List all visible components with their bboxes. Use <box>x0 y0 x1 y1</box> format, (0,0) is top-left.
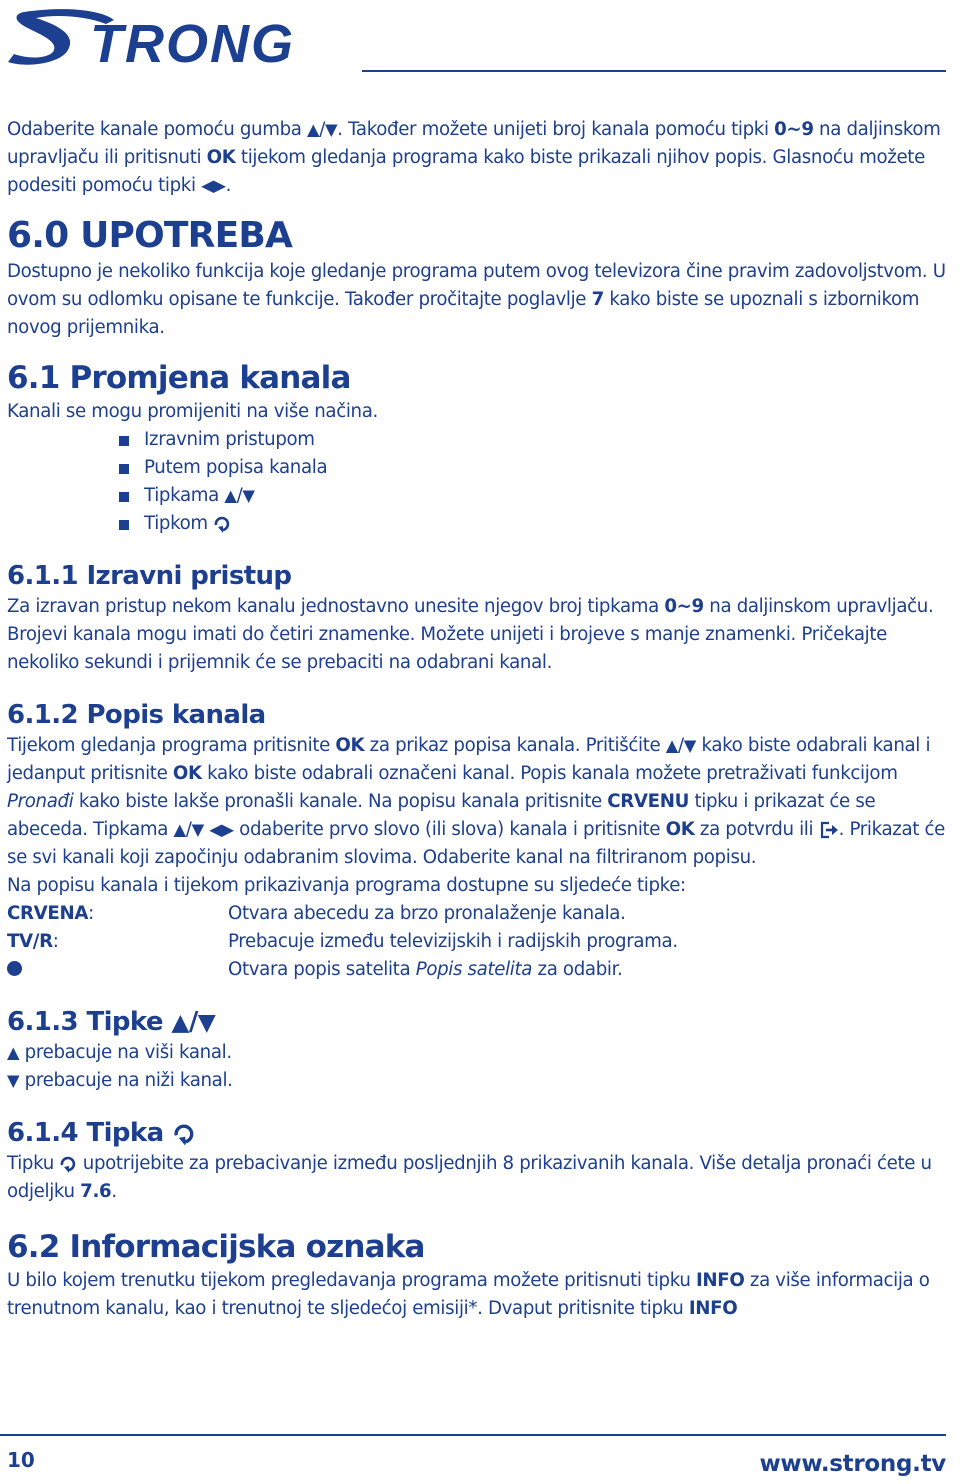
key-description: Otvara abecedu za brzo pronalaženje kanala. <box>228 903 626 924</box>
section-6-1-3-title: 6.1.3 Tipke ▲/▼ <box>7 1007 216 1037</box>
left-arrow-icon: ◀ <box>209 820 222 839</box>
list-item: Izravnim pristupom <box>7 426 953 454</box>
key-description: Prebacuje između televizijskih i radijskih programa. <box>228 931 678 952</box>
down-arrow-icon: ▼ <box>7 1071 20 1090</box>
recall-icon <box>172 1121 196 1147</box>
page-number: 10 <box>7 1448 35 1472</box>
section-6-1-title: 6.1 Promjena kanala <box>7 360 351 396</box>
logo-text: TRONG <box>90 14 295 70</box>
change-methods-list <box>7 426 953 538</box>
up-arrow-icon: ▲ <box>665 736 679 755</box>
key-label: CRVENA: <box>7 903 94 924</box>
intro-paragraph: Odaberite kanale pomoću gumba ▲/▼. Također možete unijeti broj kanala pomoću tipki 0~9 na daljinskom upravljaču ili pritisnuti OK tijekom gledanja programa kako biste prikazali njihov popis. Glasnoću možete podesiti pomoću tipki ◀▶. <box>7 119 941 196</box>
section-6-0-text: Dostupno je nekoliko funkcija koje gledanje programa putem ovog televizora čine pravim zadovoljstvom. U ovom su odlomku opisane te funkcije. Također pročitajte poglavlje 7 kako biste se upoznali s izbornikom novog prijemnika. <box>7 261 946 338</box>
down-arrow-icon: ▼ <box>242 486 255 505</box>
list-item: Putem popisa kanala <box>7 454 953 482</box>
key-description: Otvara popis satelita Popis satelita za odabir. <box>228 959 623 980</box>
down-arrow-icon: ▼ <box>325 120 338 139</box>
list-item: Tipkama ▲/▼ <box>7 482 953 510</box>
keys-intro: Na popisu kanala i tijekom prikazivanja programa dostupne su sljedeće tipke: <box>7 875 686 896</box>
up-key-text: ▲ prebacuje na viši kanal. <box>7 1042 232 1063</box>
section-6-1-1-text: Za izravan pristup nekom kanalu jednostavno unesite njegov broj tipkama 0~9 na daljinskom upravljaču. Brojevi kanala mogu imati do četiri znamenke. Možete unijeti i brojeve s manje znamenki. Pričekajte nekoliko sekundi i prijemnik će se prebaciti na odabrani kanal. <box>7 596 934 673</box>
key-label: TV/R: <box>7 931 59 952</box>
website-link[interactable]: www.strong.tv <box>759 1451 946 1477</box>
square-bullet-icon <box>119 464 129 474</box>
list-item: Tipkom <box>7 510 953 538</box>
right-arrow-icon: ▶ <box>221 820 234 839</box>
section-6-1-2-title: 6.1.2 Popis kanala <box>7 700 266 730</box>
down-key-text: ▼ prebacuje na niži kanal. <box>7 1070 233 1091</box>
dot-icon <box>7 961 22 976</box>
up-arrow-icon: ▲ <box>224 486 237 505</box>
recall-icon <box>59 1154 77 1174</box>
page-content <box>7 116 953 1323</box>
key-label <box>7 956 228 984</box>
section-6-1-4-text: Tipku upotrijebite za prebacivanje između posljednjih 8 prikazivanih kanala. Više detalja pronaći ćete u odjeljku 7.6. <box>7 1153 932 1202</box>
up-arrow-icon: ▲ <box>7 1043 20 1062</box>
keys-table <box>7 900 953 984</box>
left-arrow-icon: ◀ <box>201 176 214 195</box>
right-arrow-icon: ▶ <box>213 176 226 195</box>
section-6-2-title: 6.2 Informacijska oznaka <box>7 1229 425 1265</box>
section-6-1-2-text: Tijekom gledanja programa pritisnite OK za prikaz popisa kanala. Pritišćite ▲/▼ kako biste odabrali kanal i jedanput pritisnite OK kako biste odabrali označeni kanal. Popis kanala možete pretraživati funkcijom Pronađi kako biste lakše pronašli kanale. Na popisu kanala pritisnite CRVENU tipku i prikazat će se abeceda. Tipkama ▲/▼ ◀▶ odaberite prvo slovo (ili slova) kanala i pritisnite OK za potvrdu ili . Prikazat će se svi kanali koji započinju odabranim slovima. Odaberite kanal na filtriranom popisu. <box>7 735 945 868</box>
recall-icon <box>213 514 231 534</box>
up-arrow-icon: ▲ <box>307 120 320 139</box>
square-bullet-icon <box>119 436 129 446</box>
section-6-1-1-title: 6.1.1 Izravni pristup <box>7 561 292 591</box>
up-arrow-icon: ▲ <box>171 1008 189 1036</box>
square-bullet-icon <box>119 520 129 530</box>
page-header <box>0 0 960 80</box>
square-bullet-icon <box>119 492 129 502</box>
footer-rule <box>0 1434 946 1436</box>
strong-logo <box>6 6 312 70</box>
down-arrow-icon: ▼ <box>197 1008 216 1036</box>
section-6-1-intro: Kanali se mogu promijeniti na više načina. <box>7 401 378 422</box>
down-arrow-icon: ▼ <box>683 736 697 755</box>
section-6-2-text: U bilo kojem trenutku tijekom pregledavanja programa možete pritisnuti tipku INFO za više informacija o trenutnom kanalu, kao i trenutnoj te sljedećoj emisiji*. Dvaput pritisnite tipku INFO <box>7 1270 930 1319</box>
down-arrow-icon: ▼ <box>191 820 204 839</box>
section-6-1-4-title: 6.1.4 Tipka <box>7 1116 953 1150</box>
exit-icon <box>819 821 839 839</box>
section-6-0-title: 6.0 UPOTREBA <box>7 215 293 256</box>
header-rule <box>362 70 946 72</box>
up-arrow-icon: ▲ <box>173 820 186 839</box>
